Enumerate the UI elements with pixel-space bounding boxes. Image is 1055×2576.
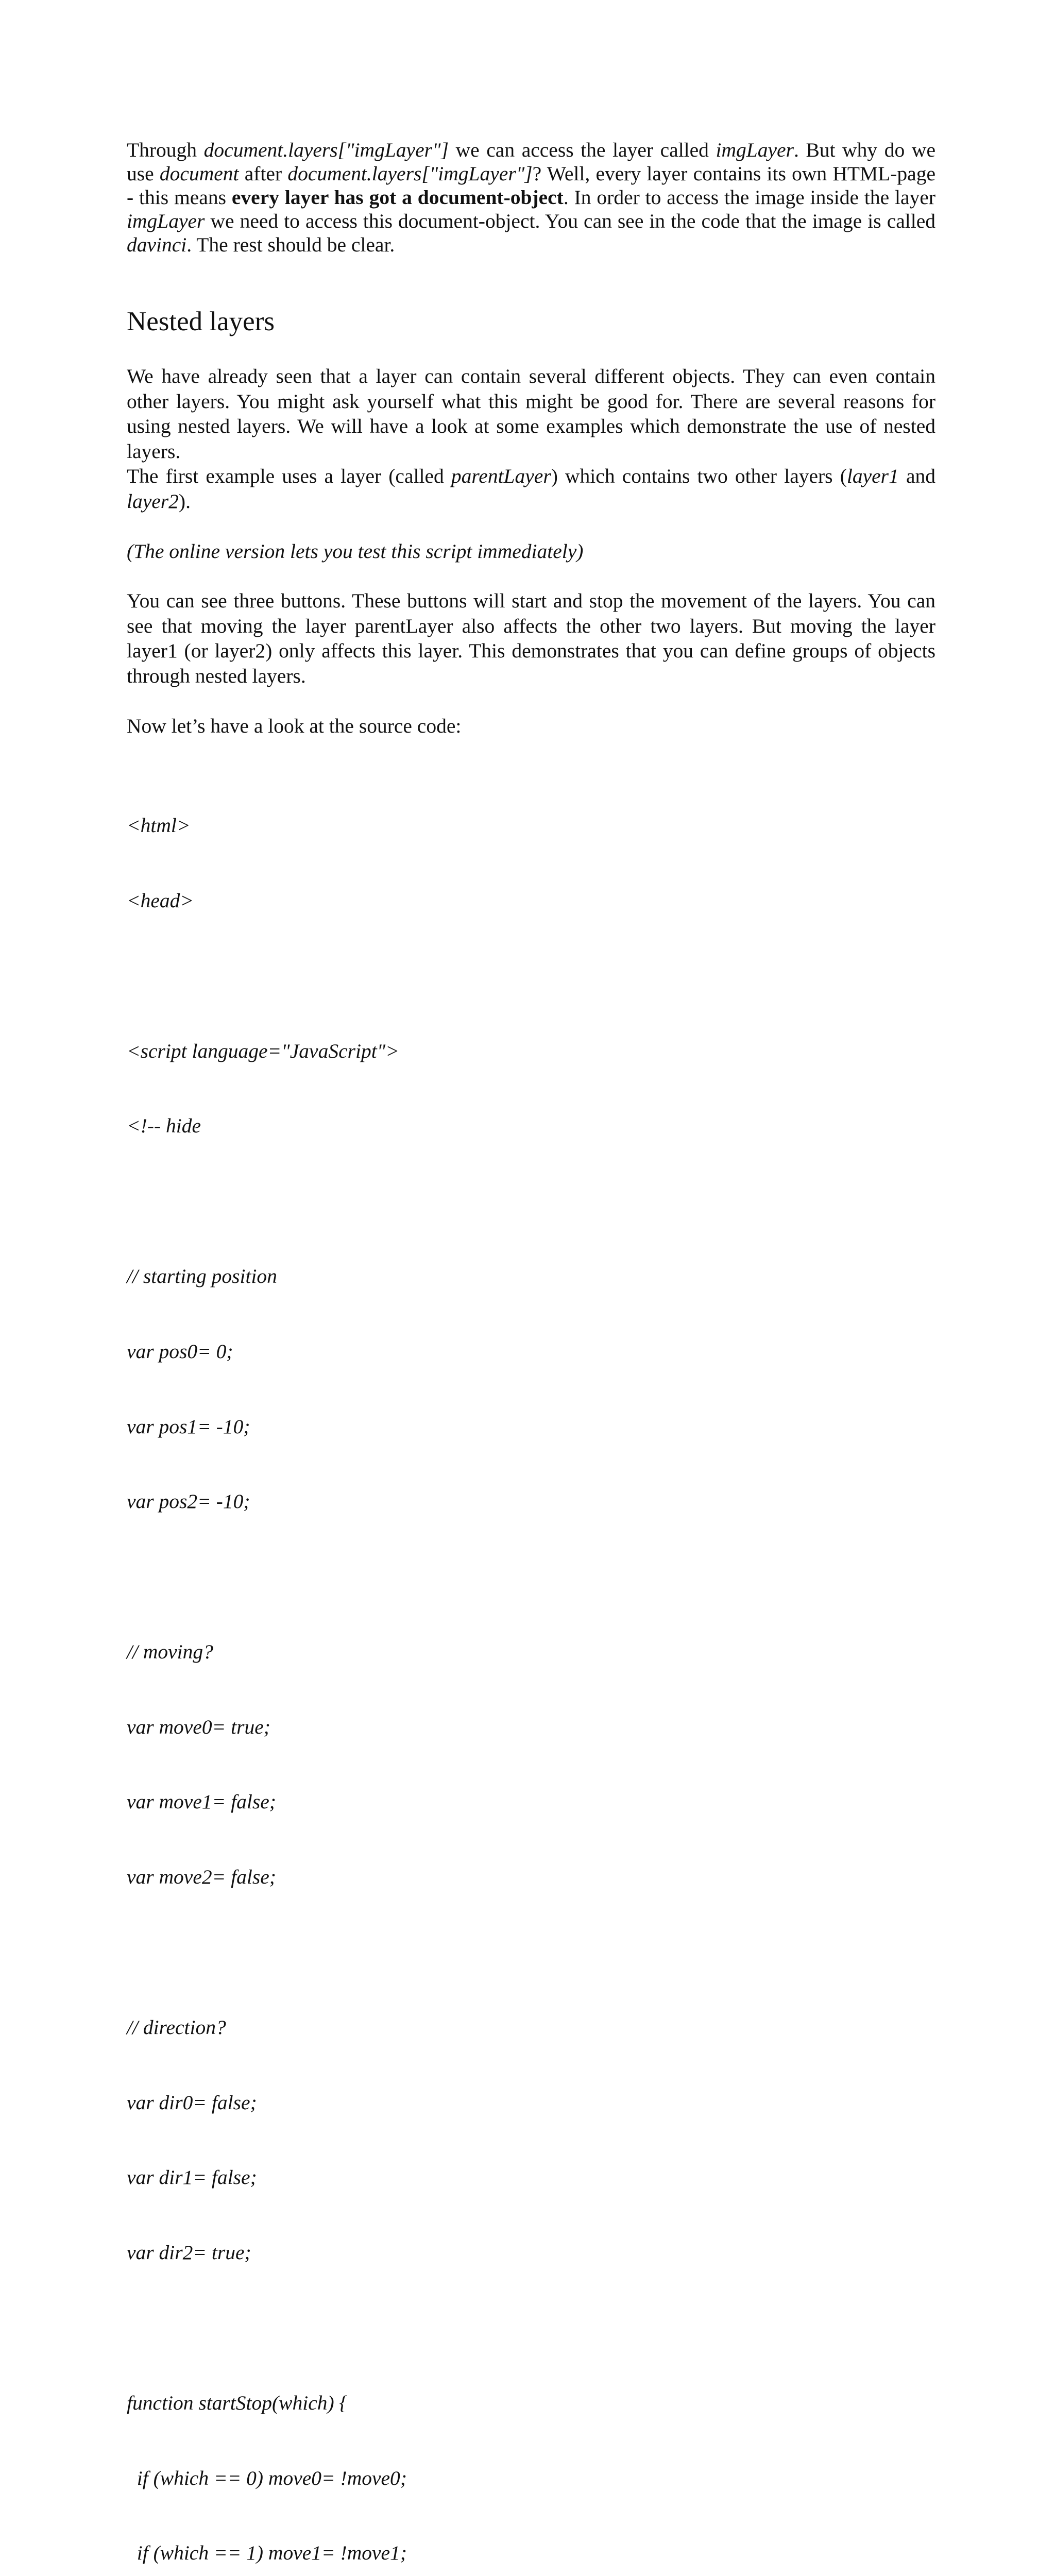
- intro-text: after: [239, 162, 288, 185]
- intro-text: we need to access this document-object. You can see in the code that the image is called: [205, 210, 935, 232]
- intro-text: Through: [127, 139, 204, 161]
- code-line: if (which == 0) move0= !move0;: [127, 2466, 407, 2489]
- code-line: // direction?: [127, 2015, 226, 2039]
- code-line: var move0= true;: [127, 1715, 270, 1738]
- nested-layers-paragraph: [127, 364, 935, 514]
- section-heading: Nested layers: [127, 307, 275, 336]
- paragraph-text: We have already seen that a layer can contain several different objects. They can even contain other layers. You might ask yourself what this might be good for. There are several reasons for using nested layers. We will have a look at some examples which demonstrate the use of nested layers.: [127, 365, 935, 463]
- code-line: [127, 1189, 935, 1214]
- source-intro-paragraph: Now let’s have a look at the source code:: [127, 714, 462, 737]
- intro-text: ? Well, every layer contains its own HTML-page - this means: [127, 162, 935, 209]
- paragraph-text: The first example uses a layer (called: [127, 465, 451, 488]
- intro-emphasis: every layer has got a document-object: [231, 186, 564, 209]
- intro-code-ref: document.layers["imgLayer"]: [203, 139, 449, 161]
- source-code-block: [127, 763, 935, 2576]
- code-line: var pos0= 0;: [127, 1340, 233, 1363]
- intro-code-ref: imgLayer: [127, 210, 205, 232]
- intro-code-ref: davinci: [127, 233, 187, 256]
- code-line: [127, 2315, 935, 2341]
- code-line: [127, 963, 935, 989]
- code-line: var dir1= false;: [127, 2166, 257, 2189]
- intro-code-ref: document.layers["imgLayer"]: [287, 162, 533, 185]
- intro-code-ref: document: [159, 162, 239, 185]
- code-line: var pos2= -10;: [127, 1490, 250, 1513]
- intro-code-ref: imgLayer: [716, 139, 794, 161]
- code-ref: parentLayer: [451, 465, 551, 488]
- code-line: var move2= false;: [127, 1866, 276, 1889]
- code-ref: layer1: [846, 465, 899, 488]
- intro-text: . In order to access the image inside the layer: [563, 186, 936, 209]
- code-line: var dir0= false;: [127, 2091, 257, 2114]
- code-line: <script language="JavaScript">: [127, 1039, 399, 1062]
- code-line: // starting position: [127, 1265, 277, 1287]
- code-line: <html>: [127, 814, 191, 837]
- note-text: (The online version lets you test this script immediately): [127, 539, 584, 563]
- code-line: function startStop(which) {: [127, 2391, 348, 2414]
- code-line: var dir2= true;: [127, 2241, 251, 2264]
- code-line: [127, 1564, 935, 1589]
- intro-text: . But why do we use: [127, 139, 935, 185]
- intro-paragraph: [127, 138, 935, 257]
- buttons-paragraph: You can see three buttons. These buttons will start and stop the movement of the layers. You can see that moving the layer parentLayer also affects the other two layers. But moving the layer layer1 (or layer2) only affects this layer. This demonstrates that you can define groups of objects through nested layers.: [127, 589, 935, 687]
- code-ref: layer2: [127, 489, 179, 513]
- paragraph-text: ) which contains two other layers (: [551, 465, 847, 488]
- code-line: if (which == 1) move1= !move1;: [127, 2541, 407, 2565]
- code-line: <head>: [127, 889, 194, 912]
- paragraph-text: and: [898, 465, 935, 488]
- intro-text: we can access the layer called: [448, 139, 716, 161]
- code-line: var move1= false;: [127, 1790, 276, 1814]
- document-page: [127, 138, 935, 2576]
- paragraph-text: ).: [178, 489, 191, 513]
- code-line: var pos1= -10;: [127, 1415, 250, 1438]
- online-version-note: [127, 539, 935, 564]
- intro-text: . The rest should be clear.: [186, 233, 395, 256]
- code-line: // moving?: [127, 1640, 213, 1663]
- code-line: [127, 1940, 935, 1965]
- code-line: <!-- hide: [127, 1114, 201, 1138]
